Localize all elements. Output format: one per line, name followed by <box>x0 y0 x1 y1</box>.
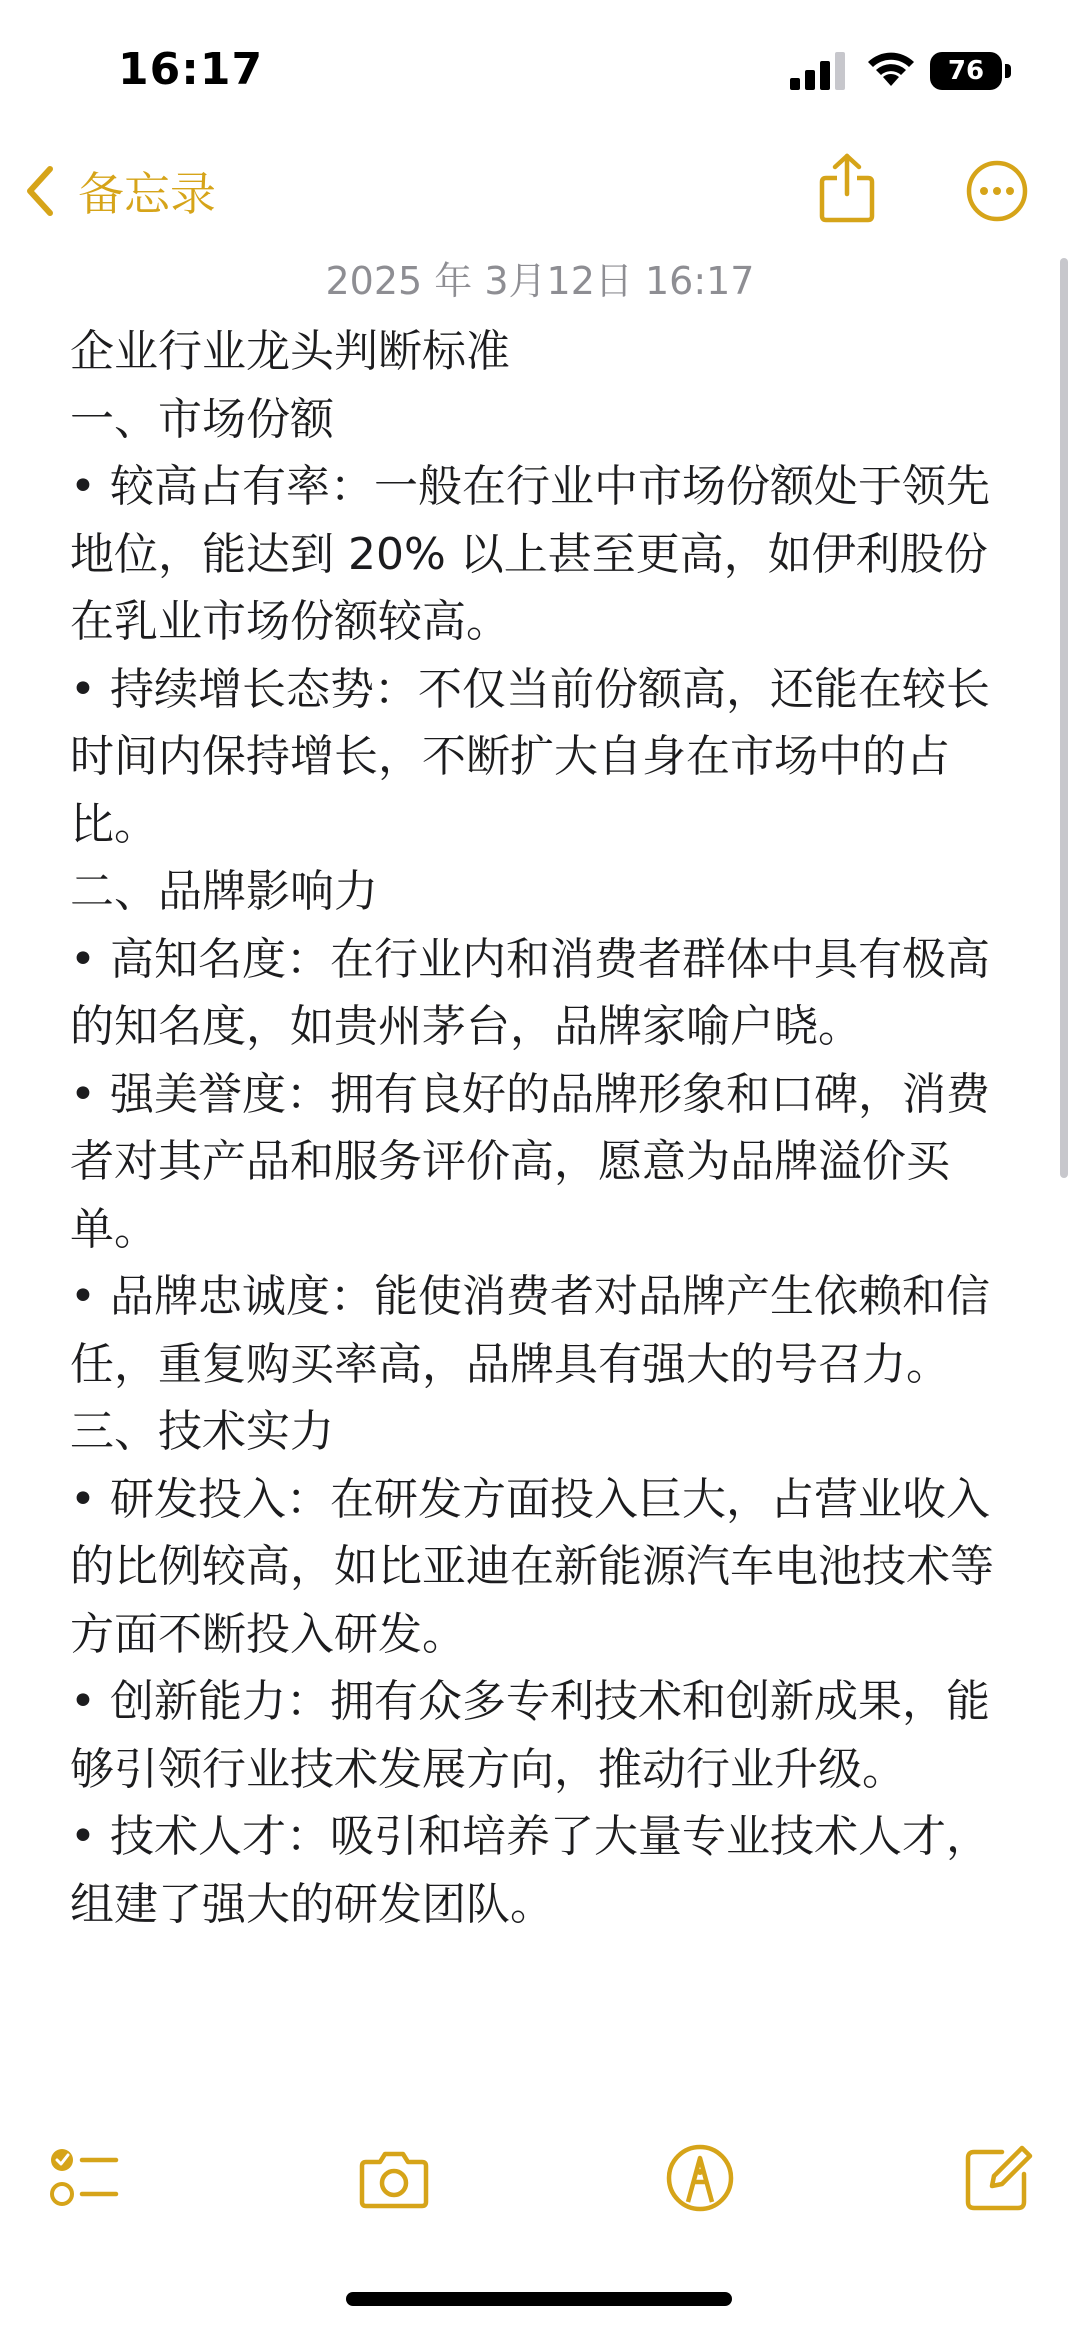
compose-icon[interactable] <box>962 2142 1034 2214</box>
wifi-icon <box>866 48 916 88</box>
note-bullet: • 技术人才：吸引和培养了大量专业技术人才，组建了强大的研发团队。 <box>70 1811 990 1930</box>
note-bullet: • 研发投入：在研发方面投入巨大，占营业收入的比例较高，如比亚迪在新能源汽车电池技术等方面不断投入研发。 <box>70 1473 994 1660</box>
note-bullet: • 创新能力：拥有众多专利技术和创新成果，能够引领行业技术发展方向，推动行业升级。 <box>70 1676 990 1795</box>
note-title: 企业行业龙头判断标准 <box>70 326 510 377</box>
camera-icon[interactable] <box>358 2142 430 2214</box>
more-icon[interactable] <box>966 160 1028 222</box>
scroll-indicator[interactable] <box>1060 258 1068 1178</box>
note-bullet: • 高知名度：在行业内和消费者群体中具有极高的知名度，如贵州茅台，品牌家喻户晓。 <box>70 933 990 1052</box>
back-button-label: 备忘录 <box>78 167 216 221</box>
note-bullet: • 较高占有率：一般在行业中市场份额处于领先地位，能达到 20% 以上甚至更高，如伊利股份在乳业市场份额较高。 <box>70 461 990 647</box>
status-time: 16:17 <box>118 44 264 95</box>
note-date: 2025 年 3月12日 16:17 <box>325 259 755 303</box>
checklist-icon[interactable] <box>48 2142 120 2214</box>
battery-level: 76 <box>930 52 1002 90</box>
cellular-signal-icon <box>790 50 846 90</box>
note-bullet: • 持续增长态势：不仅当前份额高，还能在较长时间内保持增长，不断扩大自身在市场中的占比。 <box>70 663 990 850</box>
home-indicator[interactable] <box>346 2292 732 2306</box>
note-bullet: • 品牌忠诚度：能使消费者对品牌产生依赖和信任，重复购买率高，品牌具有强大的号召力。 <box>70 1271 990 1390</box>
note-heading: 二、品牌影响力 <box>70 866 378 917</box>
share-icon[interactable] <box>818 152 876 224</box>
battery-icon <box>930 52 1012 90</box>
status-bar <box>0 0 1080 140</box>
note-bullet: • 强美誉度：拥有良好的品牌形象和口碑，消费者对其产品和服务评价高，愿意为品牌溢价买单。 <box>70 1068 990 1255</box>
markup-pen-icon[interactable] <box>664 2142 736 2214</box>
note-body[interactable] <box>70 318 1010 2108</box>
battery-tip <box>1005 64 1011 78</box>
chevron-left-icon <box>22 163 58 219</box>
back-button[interactable] <box>22 158 216 224</box>
note-heading: 三、技术实力 <box>70 1406 334 1457</box>
note-heading: 一、市场份额 <box>70 393 334 445</box>
